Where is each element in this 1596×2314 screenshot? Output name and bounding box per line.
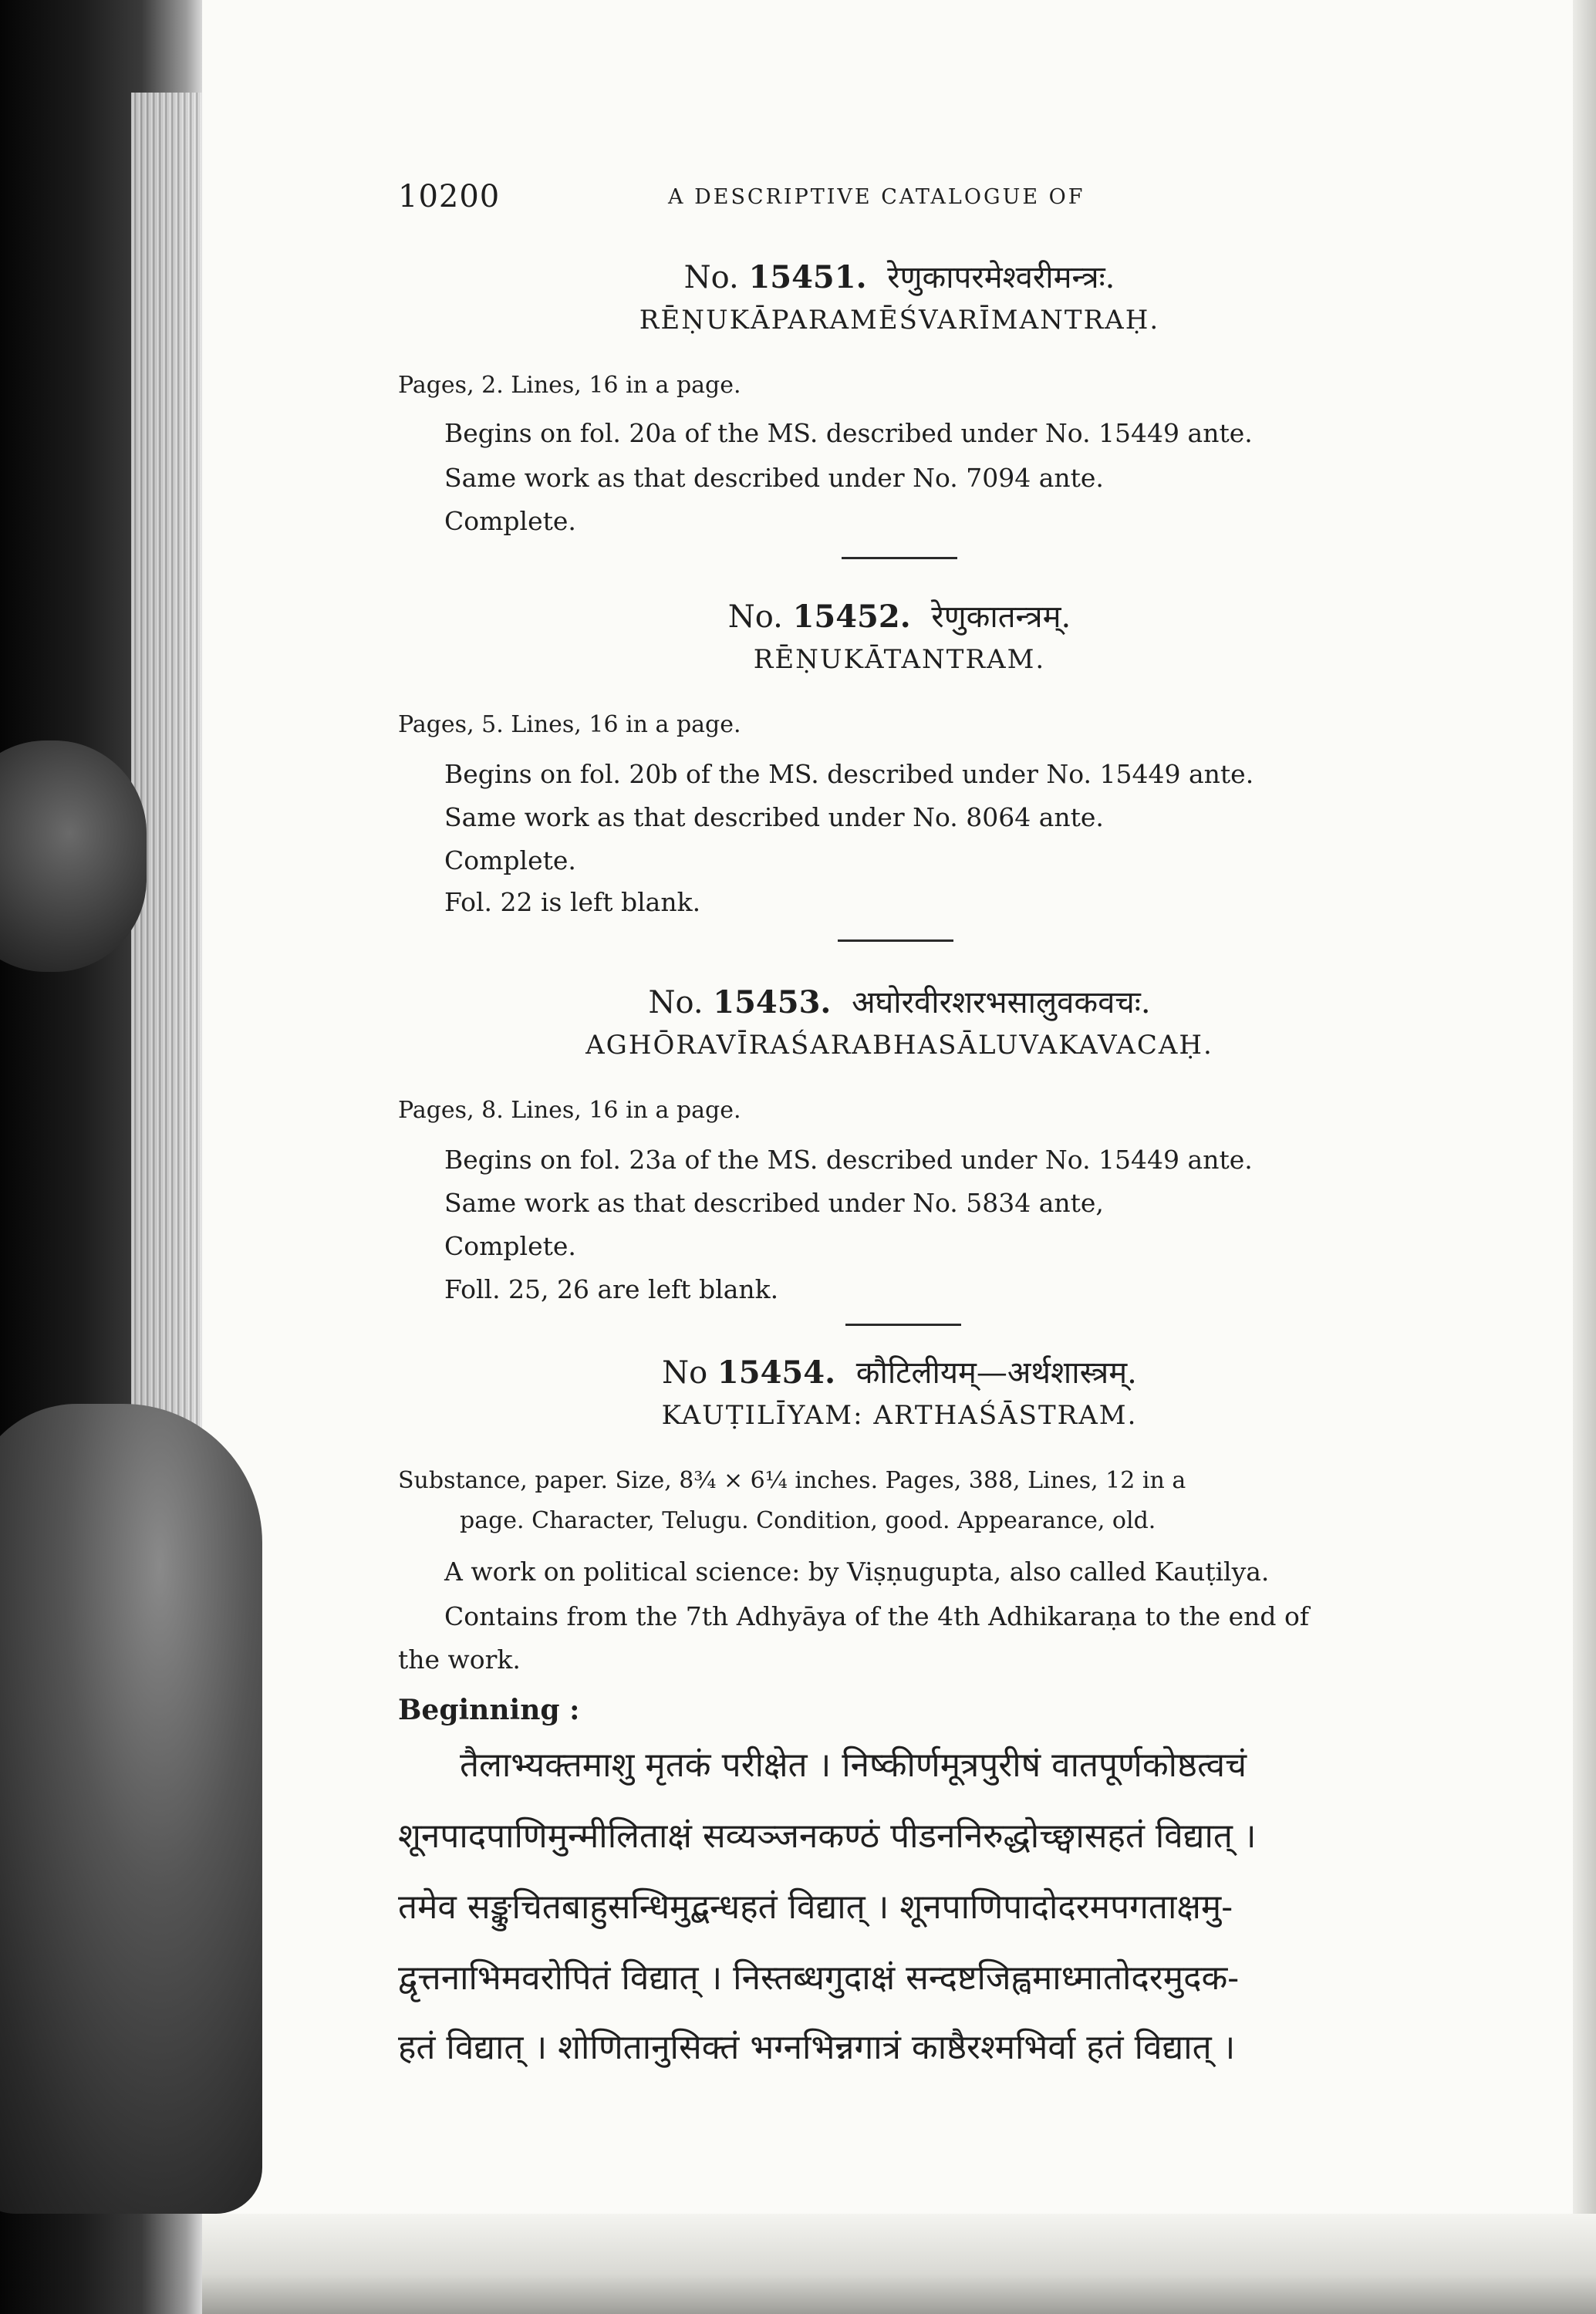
page-bottom-edge xyxy=(202,2214,1596,2314)
sanskrit-line: तमेव सङ्कुचितबाहुसन्धिमुद्बन्धहतं विद्यात् । शूनपाणिपादोदरमपगताक्षमु- xyxy=(398,1887,1233,1927)
finger-shadow xyxy=(0,740,147,972)
entry-devanagari-title: रेणुकापरमेश्वरीमन्त्रः. xyxy=(887,260,1115,295)
entry-number: 15453. xyxy=(713,984,832,1020)
entry-number-label: No. xyxy=(727,599,783,635)
page-number: 10200 xyxy=(398,179,501,214)
sanskrit-line: हतं विद्यात् । शोणितानुसिक्तं भग्नभिन्नगात्रं काष्ठैरश्मभिर्वा हतं विद्यात् । xyxy=(398,2028,1236,2067)
entry-devanagari-title: कौटिलीयम्—अर्थशास्त्रम्. xyxy=(855,1355,1137,1391)
running-head xyxy=(398,179,1401,225)
entry-meta: Pages, 5. Lines, 16 in a page. xyxy=(398,711,741,738)
entry-line: Same work as that described under No. 5834 ante, xyxy=(444,1188,1104,1218)
entry-meta: Pages, 8. Lines, 16 in a page. xyxy=(398,1097,741,1124)
entry-line: the work. xyxy=(398,1644,521,1675)
entry-line: Contains from the 7th Adhyāya of the 4th Adhikaraṇa to the end of xyxy=(444,1601,1310,1631)
entry-meta: Substance, paper. Size, 8¾ × 6¼ inches. Pages, 388, Lines, 12 in a xyxy=(398,1467,1186,1494)
entry-line: Same work as that described under No. 7094 ante. xyxy=(444,463,1104,493)
sanskrit-line: तैलाभ्यक्तमाशु मृतकं परीक्षेत । निष्कीर्णमूत्रपुरीषं वातपूर्णकोष्ठत्वचं xyxy=(460,1746,1247,1785)
entry-line: Begins on fol. 20b of the MS. described under No. 15449 ante. xyxy=(444,759,1254,789)
entry-meta: Pages, 2. Lines, 16 in a page. xyxy=(398,372,741,399)
entry-number: 15454. xyxy=(717,1354,836,1391)
entry-line: Foll. 25, 26 are left blank. xyxy=(444,1274,779,1304)
entry-transliteration: KAUṬILĪYAM: ARTHAŚĀSTRAM. xyxy=(661,1400,1138,1431)
thumb-shadow xyxy=(0,1404,262,2214)
entry-transliteration: RĒṆUKĀPARAMĒŚVARĪMANTRAḤ. xyxy=(639,305,1160,336)
entry-number: 15452. xyxy=(792,599,911,635)
entry-transliteration: RĒṆUKĀTANTRAM. xyxy=(753,644,1046,675)
entry-line: Complete. xyxy=(444,1231,576,1261)
entry-heading xyxy=(398,1350,1401,1431)
section-divider xyxy=(845,1324,961,1326)
section-divider xyxy=(838,939,953,942)
entry-line: Complete. xyxy=(444,506,576,536)
entry-transliteration: AGHŌRAVĪRAŚARABHASĀLUVAKAVACAḤ. xyxy=(585,1030,1213,1061)
entry-line: A work on political science: by Viṣṇugupta, also called Kauṭilya. xyxy=(444,1557,1270,1587)
entry-meta: page. Character, Telugu. Condition, good. Appearance, old. xyxy=(460,1507,1156,1534)
entry-number-label: No. xyxy=(648,985,704,1020)
entry-number-label: No xyxy=(662,1355,708,1391)
sanskrit-line: द्वृत्तनाभिमवरोपितं विद्यात् । निस्तब्धगुदाक्षं सन्दष्टजिह्वमाध्मातोदरमुदक- xyxy=(398,1958,1240,1998)
entry-line: Begins on fol. 20a of the MS. described under No. 15449 ante. xyxy=(444,418,1253,448)
entry-heading xyxy=(398,594,1401,675)
entry-devanagari-title: अघोरवीरशरभसालुवकवचः. xyxy=(852,985,1151,1020)
section-divider xyxy=(842,557,957,559)
entry-line: Complete. xyxy=(444,845,576,875)
entry-number: 15451. xyxy=(748,259,867,295)
entry-heading xyxy=(398,980,1401,1061)
entry-line: Same work as that described under No. 8064 ante. xyxy=(444,802,1104,832)
entry-number-label: No. xyxy=(683,260,739,295)
beginning-label: Beginning : xyxy=(398,1694,580,1726)
running-head-title: A DESCRIPTIVE CATALOGUE OF xyxy=(668,185,1085,209)
sanskrit-line: शूनपादपाणिमुन्मीलिताक्षं सव्यञ्जनकण्ठं पीडननिरुद्धोच्छ्वासहतं विद्यात् । xyxy=(398,1816,1257,1856)
entry-devanagari-title: रेणुकातन्त्रम्. xyxy=(931,599,1071,635)
page-right-edge xyxy=(1573,0,1596,2314)
entry-line: Begins on fol. 23a of the MS. described under No. 15449 ante. xyxy=(444,1145,1253,1175)
entry-line: Fol. 22 is left blank. xyxy=(444,887,701,917)
entry-heading xyxy=(398,255,1401,336)
